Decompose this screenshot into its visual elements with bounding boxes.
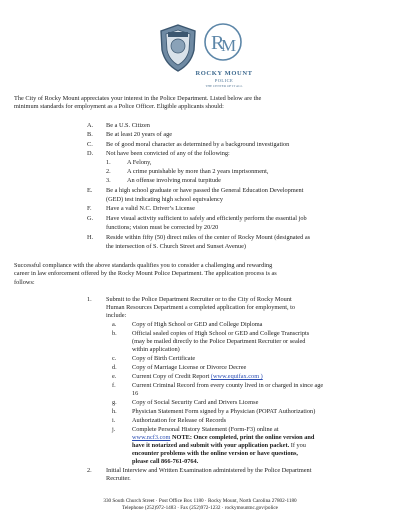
list-item: Copy of High School or GED and College Diploma (132, 321, 263, 328)
list-item: Copy of Social Security Card and Drivers License (132, 399, 259, 406)
list-item-continued: (may be mailed directly to the Police Department Recruiter or sealed (132, 338, 306, 345)
list-item-continued: (GED) test indicating high school equivalency (106, 196, 223, 203)
sub-list-item: A crime punishable by more than 2 years imprisonment, (127, 168, 269, 175)
list-item: Be of good moral character as determined by a background investigation (106, 141, 290, 148)
list-item-continued: the intersection of S. Church Street and Sunset Avenue) (106, 243, 246, 250)
list-item: Complete Personal History Statement (Form-F3) online at (132, 426, 279, 433)
list-item-continued (132, 442, 306, 449)
list-marker: A. (87, 122, 94, 129)
footer-contact: Telephone (252)972-1483 · Fax (252)972-1232 · rockymountnc.gov/police (122, 505, 278, 511)
list-marker: G. (87, 215, 94, 222)
step-line: Initial Interview and Written Examination administered by the Police Department (106, 467, 312, 474)
list-marker: B. (87, 131, 93, 138)
process-intro-line: career in law enforcement offered by the Rocky Mount Police Department. The application process is as (14, 270, 277, 277)
list-item-continued (132, 434, 314, 441)
department-name: POLICE (214, 78, 234, 83)
list-item: Be a U.S. Citizen (106, 122, 150, 129)
sub-list-marker: 3. (106, 177, 111, 184)
ncf3-link[interactable]: www.ncf3.com (132, 434, 171, 441)
process-intro-line: Successful compliance with the above standards qualifies you to consider a challenging and rewarding (14, 262, 273, 269)
note-text: have it notarized and submit with your application packet. (132, 442, 290, 449)
list-item-continued: 16 (132, 390, 139, 397)
sub-list-marker: 1. (106, 159, 111, 166)
list-marker: c. (112, 355, 117, 362)
list-item: Not have been convicted of any of the following: (106, 150, 230, 157)
list-marker: g. (112, 399, 117, 406)
note-text: please call 866-761-0764. (132, 458, 199, 465)
intro-line: minimum standards for employment as a Police Officer. Eligible applicants should: (14, 103, 224, 110)
rocky-mount-logo-icon (202, 22, 244, 62)
step-number: 2. (87, 467, 92, 474)
list-item: Have a valid N.C. Driver’s License (106, 205, 195, 212)
city-name: ROCKY MOUNT (195, 70, 253, 77)
header-logos (0, 22, 400, 90)
list-item: Have visual activity sufficient to safely and efficiently perform the essential job (106, 215, 307, 222)
list-marker: i. (112, 417, 116, 424)
list-item: Be at least 20 years of age (106, 131, 173, 138)
list-marker: a. (112, 321, 117, 328)
list-item (132, 373, 263, 380)
list-item: Copy of Marriage License or Divorce Decree (132, 364, 247, 371)
step-line: Human Resources Department a completed application for employment, to (106, 304, 296, 311)
list-item: Reside within fifty (50) direct miles of the center of Rocky Mount (designated as (106, 234, 311, 241)
svg-text:M: M (221, 36, 237, 55)
note-text: encounter problems with the online version or have questions, (132, 450, 299, 457)
list-marker: d. (112, 364, 117, 371)
credit-report-label: Current Copy of Credit Report (132, 373, 210, 380)
list-marker: b. (112, 330, 117, 337)
list-marker: h. (112, 408, 117, 415)
process-intro-line: follows: (14, 279, 35, 286)
list-item-continued: within application) (132, 346, 180, 353)
list-marker: H. (87, 234, 94, 241)
list-item: Copy of Birth Certificate (132, 355, 196, 362)
sub-list-item: A Felony, (127, 159, 152, 166)
intro-line: The City of Rocky Mount appreciates your interest in the Police Department. Listed below are the (14, 95, 262, 102)
svg-text:R: R (211, 32, 225, 54)
list-marker: F. (87, 205, 92, 212)
sub-list-item: An offense involving moral turpitude (127, 177, 221, 184)
list-marker: e. (112, 373, 117, 380)
sub-list-marker: 2. (106, 168, 111, 175)
list-marker: C. (87, 141, 93, 148)
list-item: Official sealed copies of High School or GED and College Transcripts (132, 330, 310, 337)
step-line: Recruiter. (106, 475, 131, 482)
footer-address: 330 South Church Street · Post Office Box 1180 · Rocky Mount, North Carolina 27802-1180 (103, 498, 297, 504)
list-marker: D. (87, 150, 94, 157)
list-marker: E. (87, 187, 93, 194)
note-text: NOTE: Once completed, print the online version and (170, 434, 315, 441)
step-line: Submit to the Police Department Recruiter or to the City of Rocky Mount (106, 296, 292, 303)
step-number: 1. (87, 296, 92, 303)
list-marker: f. (112, 382, 116, 389)
step-line: include: (106, 312, 127, 319)
list-item: Authorization for Release of Records (132, 417, 227, 424)
list-marker: j. (112, 426, 116, 433)
equifax-link[interactable]: (www.equifax.com ) (210, 373, 263, 380)
police-badge-icon (158, 24, 198, 72)
list-item: Be a high school graduate or have passed the General Education Development (106, 187, 304, 194)
list-item-continued: functions; vision must be corrected by 20/20 (106, 224, 219, 231)
city-tagline: THE CENTER OF IT ALL (205, 84, 243, 88)
list-item: Physician Statement Form signed by a Physician (POPAT Authorization) (132, 408, 316, 415)
note-text: If you (289, 442, 306, 449)
list-item: Current Criminal Record from every county lived in or charged in since age (132, 382, 324, 389)
